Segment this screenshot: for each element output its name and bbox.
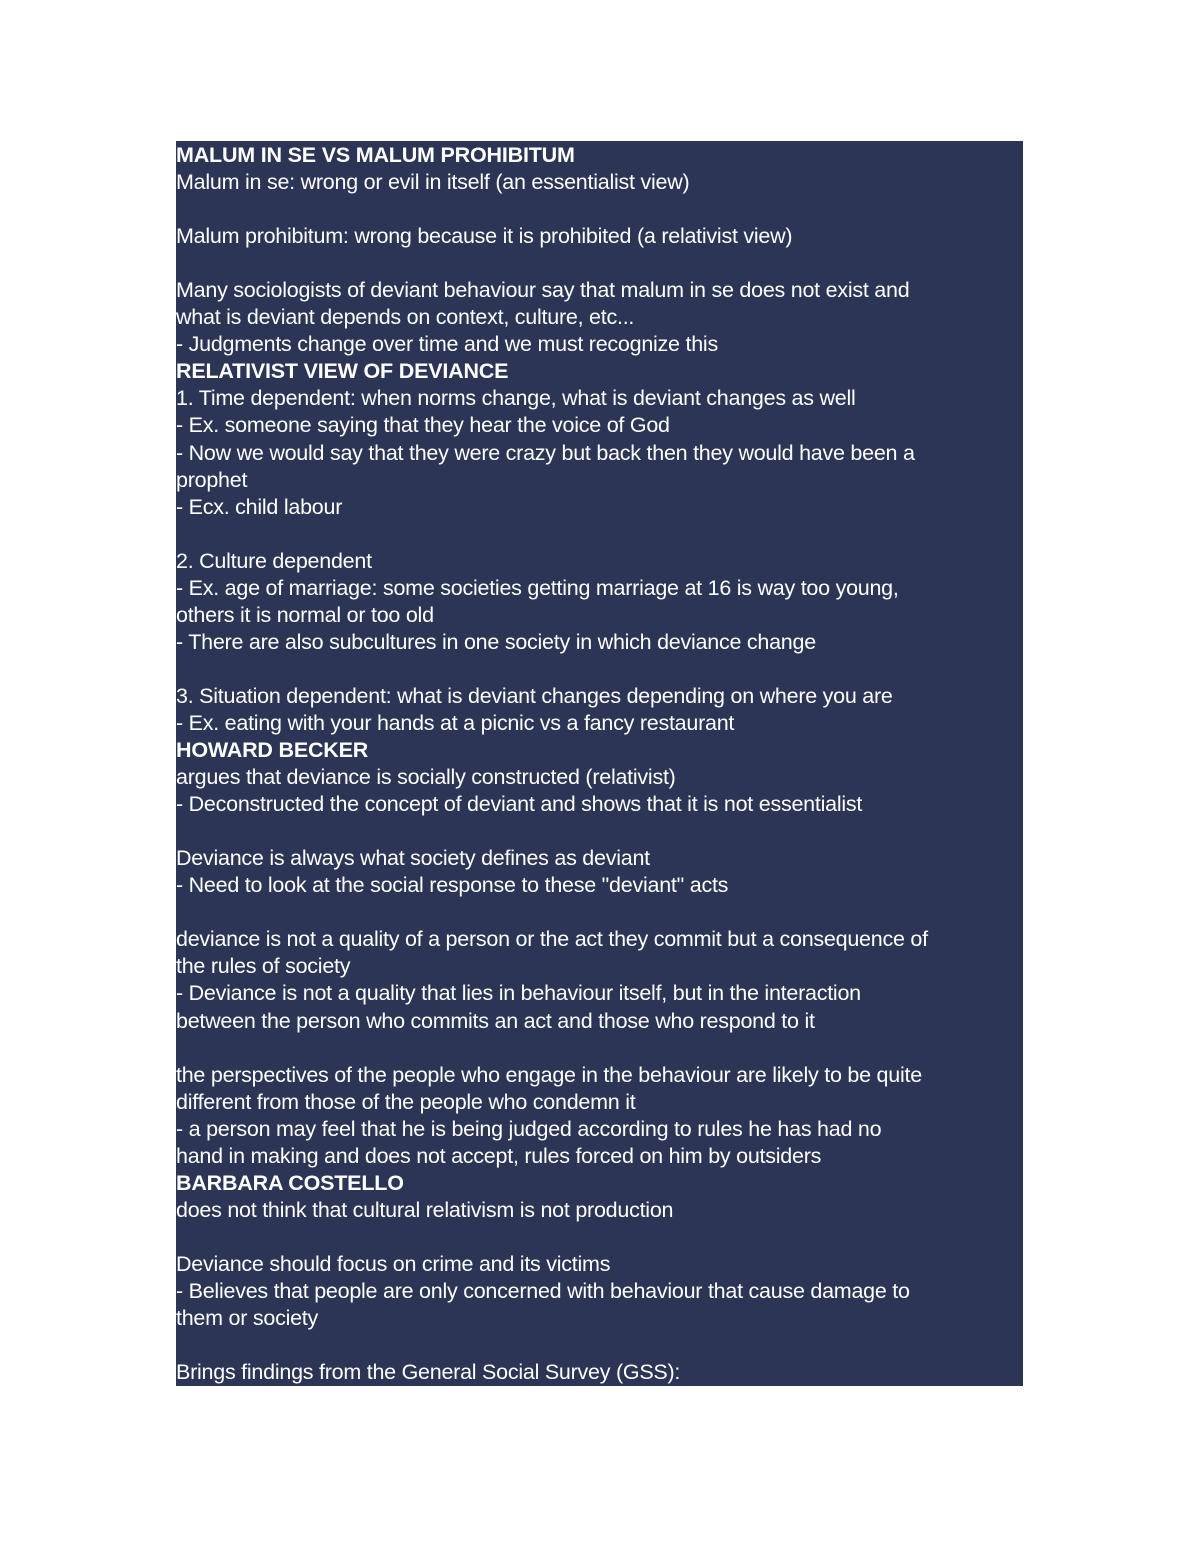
note-line: - Now we would say that they were crazy but back then they would have been a [176, 440, 915, 465]
blank-line [176, 1035, 1023, 1062]
section-heading: BARBARA COSTELLO [176, 1170, 404, 1195]
blank-line [176, 1224, 1023, 1251]
note-line: Brings findings from the General Social Survey (GSS): [176, 1360, 681, 1385]
section-heading: MALUM IN SE VS MALUM PROHIBITUM [176, 143, 575, 167]
note-line: - Ex. eating with your hands at a picnic vs a fancy restaurant [176, 710, 735, 735]
note-line: argues that deviance is socially constructed (relativist) [176, 765, 676, 790]
blank-line [176, 818, 1023, 845]
blank-line [176, 899, 1023, 926]
blank-line [176, 521, 1023, 548]
blank-line [176, 1332, 1023, 1359]
section-heading: RELATIVIST VIEW OF DEVIANCE [176, 359, 509, 384]
notes-block [176, 141, 1023, 1386]
blank-line [176, 250, 1023, 277]
note-line: them or society [176, 1306, 319, 1331]
note-line: Many sociologists of deviant behaviour say that malum in se does not exist and [176, 278, 910, 303]
blank-line [176, 656, 1023, 683]
note-line: - Ex. someone saying that they hear the voice of God [176, 413, 670, 438]
note-line: deviance is not a quality of a person or the act they commit but a consequence of [176, 927, 928, 952]
note-line: Malum prohibitum: wrong because it is prohibited (a relativist view) [176, 224, 793, 249]
note-line: the rules of society [176, 954, 351, 979]
note-line: - Deconstructed the concept of deviant and shows that it is not essentialist [176, 792, 863, 817]
note-line: - Ecx. child labour [176, 494, 343, 519]
note-line: - Need to look at the social response to these "deviant" acts [176, 873, 729, 898]
section-heading: HOWARD BECKER [176, 738, 369, 763]
note-line: different from those of the people who condemn it [176, 1089, 636, 1114]
note-line: Deviance should focus on crime and its victims [176, 1251, 611, 1276]
note-line: hand in making and does not accept, rules forced on him by outsiders [176, 1143, 822, 1168]
note-line: - a person may feel that he is being judged according to rules he has had no [176, 1116, 882, 1141]
note-line: 3. Situation dependent: what is deviant changes depending on where you are [176, 683, 893, 708]
blank-line [176, 196, 1023, 223]
note-line: between the person who commits an act and those who respond to it [176, 1008, 815, 1033]
note-line: what is deviant depends on context, culture, etc... [176, 305, 635, 330]
note-line: - Believes that people are only concerned with behaviour that cause damage to [176, 1278, 910, 1303]
note-line: 1. Time dependent: when norms change, what is deviant changes as well [176, 386, 856, 411]
note-line: does not think that cultural relativism is not production [176, 1197, 674, 1222]
note-line: - There are also subcultures in one society in which deviance change [176, 629, 816, 654]
note-line: - Deviance is not a quality that lies in behaviour itself, but in the interaction [176, 981, 861, 1006]
note-line: - Judgments change over time and we must recognize this [176, 332, 718, 357]
note-line: 2. Culture dependent [176, 548, 372, 573]
note-line: Deviance is always what society defines as deviant [176, 846, 650, 871]
note-line: the perspectives of the people who engage in the behaviour are likely to be quite [176, 1062, 922, 1087]
note-line: Malum in se: wrong or evil in itself (an essentialist view) [176, 170, 690, 195]
note-line: prophet [176, 467, 248, 492]
note-line: - Ex. age of marriage: some societies getting marriage at 16 is way too young, [176, 575, 899, 600]
note-line: others it is normal or too old [176, 602, 434, 627]
